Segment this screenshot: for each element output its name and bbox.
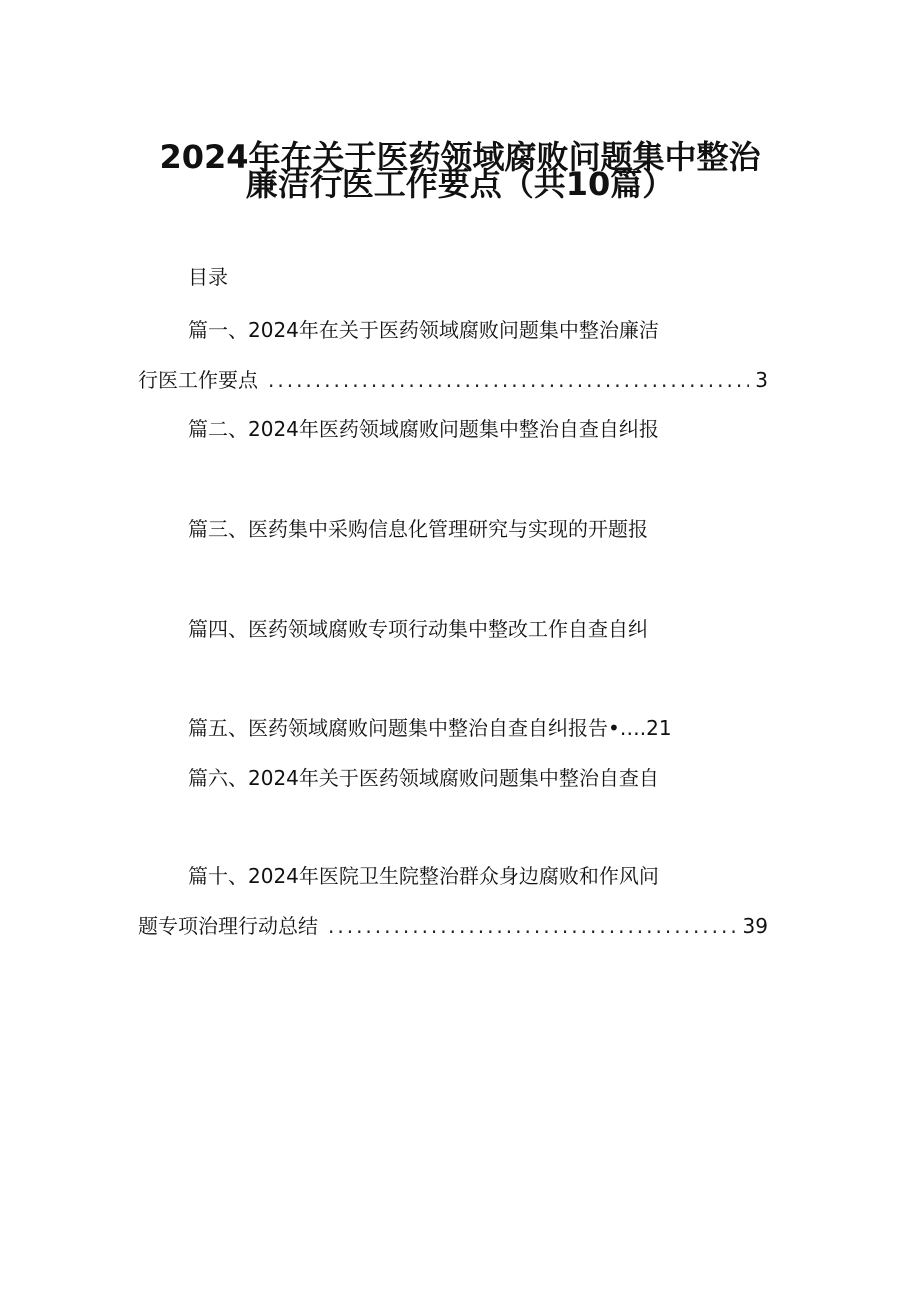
- document-title-line-2: 廉洁行医工作要点（共10篇）: [245, 165, 675, 203]
- toc-entry-4[interactable]: 篇四、医药领域腐败专项行动集中整改工作自查自纠: [188, 617, 648, 641]
- toc-entry-5[interactable]: 篇五、医药领域腐败问题集中整治自查自纠报告•….21: [188, 716, 672, 740]
- toc-entry-2[interactable]: 篇二、2024年医药领域腐败问题集中整治自查自纠报: [188, 417, 659, 441]
- toc-entry-6[interactable]: 篇六、2024年关于医药领域腐败问题集中整治自查自: [188, 766, 659, 790]
- toc-entry-7-line-1[interactable]: 篇十、2024年医院卫生院整治群众身边腐败和作风问: [188, 864, 659, 888]
- toc-entry-1-line-2[interactable]: [138, 365, 768, 395]
- toc-heading: 目录: [188, 265, 228, 289]
- dot-leader: [328, 911, 737, 941]
- toc-page-number: 3: [755, 368, 768, 392]
- toc-entry-1-line-1[interactable]: 篇一、2024年在关于医药领域腐败问题集中整治廉洁: [188, 318, 659, 342]
- document-title-line-1: 2024年在关于医药领域腐败问题集中整治: [159, 138, 761, 176]
- toc-entry-text: 行医工作要点: [138, 368, 258, 392]
- toc-page-number: 39: [742, 914, 768, 938]
- dot-leader: [268, 365, 749, 395]
- toc-entry-text: 题专项治理行动总结: [138, 914, 318, 938]
- toc-entry-3[interactable]: 篇三、医药集中采购信息化管理研究与实现的开题报: [188, 517, 648, 541]
- toc-entry-7-line-2[interactable]: [138, 911, 768, 941]
